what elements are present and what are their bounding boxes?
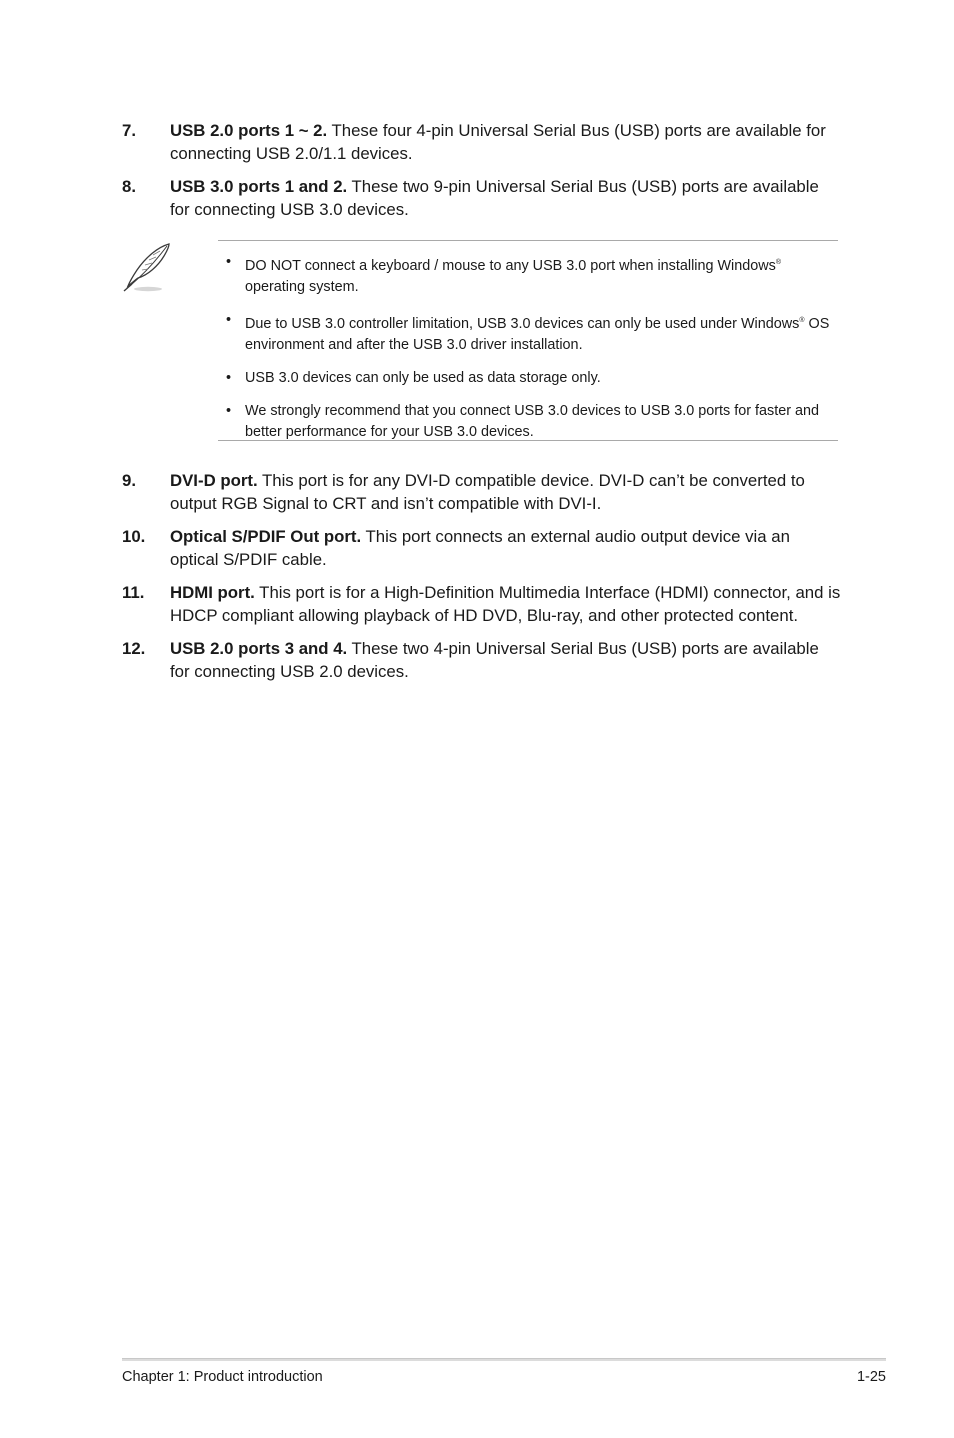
port-list-top xyxy=(122,119,842,221)
item-heading: DVI-D port. xyxy=(170,471,258,490)
quill-pen-icon xyxy=(120,242,174,294)
list-item xyxy=(122,581,842,627)
item-heading: Optical S/PDIF Out port. xyxy=(170,527,362,546)
item-description: This port is for any DVI-D compatible device. DVI-D can’t be converted to output RGB Signal to CRT and isn’t compatible with DVI-I. xyxy=(170,471,805,513)
note-item xyxy=(226,401,832,443)
note-item xyxy=(226,310,832,356)
bullet: • xyxy=(226,370,232,386)
item-number: 9. xyxy=(122,471,136,490)
list-item xyxy=(122,469,842,515)
footer-divider xyxy=(122,1358,886,1361)
registered-mark: ® xyxy=(775,259,782,266)
bullet: • xyxy=(226,312,232,328)
list-item xyxy=(122,175,842,221)
list-item xyxy=(122,525,842,571)
footer-chapter: Chapter 1: Product introduction xyxy=(122,1369,323,1385)
bullet: • xyxy=(226,254,232,270)
item-number: 7. xyxy=(122,121,136,140)
item-number: 11. xyxy=(122,583,145,602)
item-description: These two 4-pin Universal Serial Bus (USB) ports are available for connecting USB 2.0 devices. xyxy=(170,639,819,681)
item-number: 12. xyxy=(122,639,146,658)
note-list xyxy=(226,252,832,443)
list-item xyxy=(122,119,842,165)
note-item xyxy=(226,368,832,389)
note-text: USB 3.0 devices can only be used as data storage only. xyxy=(245,370,601,386)
note-text-cont: operating system. xyxy=(245,279,359,295)
item-number: 10. xyxy=(122,527,146,546)
note-item xyxy=(226,252,832,298)
port-list-bottom xyxy=(122,469,842,683)
item-heading: HDMI port. xyxy=(170,583,255,602)
note-text: Due to USB 3.0 controller limitation, USB 3.0 devices can only be used under Windows xyxy=(245,316,800,332)
item-heading: USB 2.0 ports 1 ~ 2. xyxy=(170,121,328,140)
item-description: These two 9-pin Universal Serial Bus (USB) ports are available for connecting USB 3.0 devices. xyxy=(170,177,819,219)
item-heading: USB 3.0 ports 1 and 2. xyxy=(170,177,348,196)
item-description: This port is for a High-Definition Multimedia Interface (HDMI) connector, and is HDCP compliant allowing playback of HD DVD, Blu-ray, and other protected content. xyxy=(170,583,841,625)
page-number: 1-25 xyxy=(856,1369,886,1385)
item-description: These four 4-pin Universal Serial Bus (USB) ports are available for connecting USB 2.0/1.1 devices. xyxy=(170,121,826,163)
item-number: 8. xyxy=(122,177,136,196)
item-description: This port connects an external audio output device via an optical S/PDIF cable. xyxy=(170,527,790,569)
list-item xyxy=(122,637,842,683)
note-text: DO NOT connect a keyboard / mouse to any USB 3.0 port when installing Windows xyxy=(245,258,776,274)
note-text: We strongly recommend that you connect USB 3.0 devices to USB 3.0 ports for faster and better performance for your USB 3.0 devices. xyxy=(245,403,820,440)
note-box xyxy=(218,240,838,441)
bullet: • xyxy=(226,403,232,419)
note-text-cont: OS environment and after the USB 3.0 driver installation. xyxy=(245,316,830,353)
registered-mark: ® xyxy=(799,317,805,324)
item-heading: USB 2.0 ports 3 and 4. xyxy=(170,639,348,658)
